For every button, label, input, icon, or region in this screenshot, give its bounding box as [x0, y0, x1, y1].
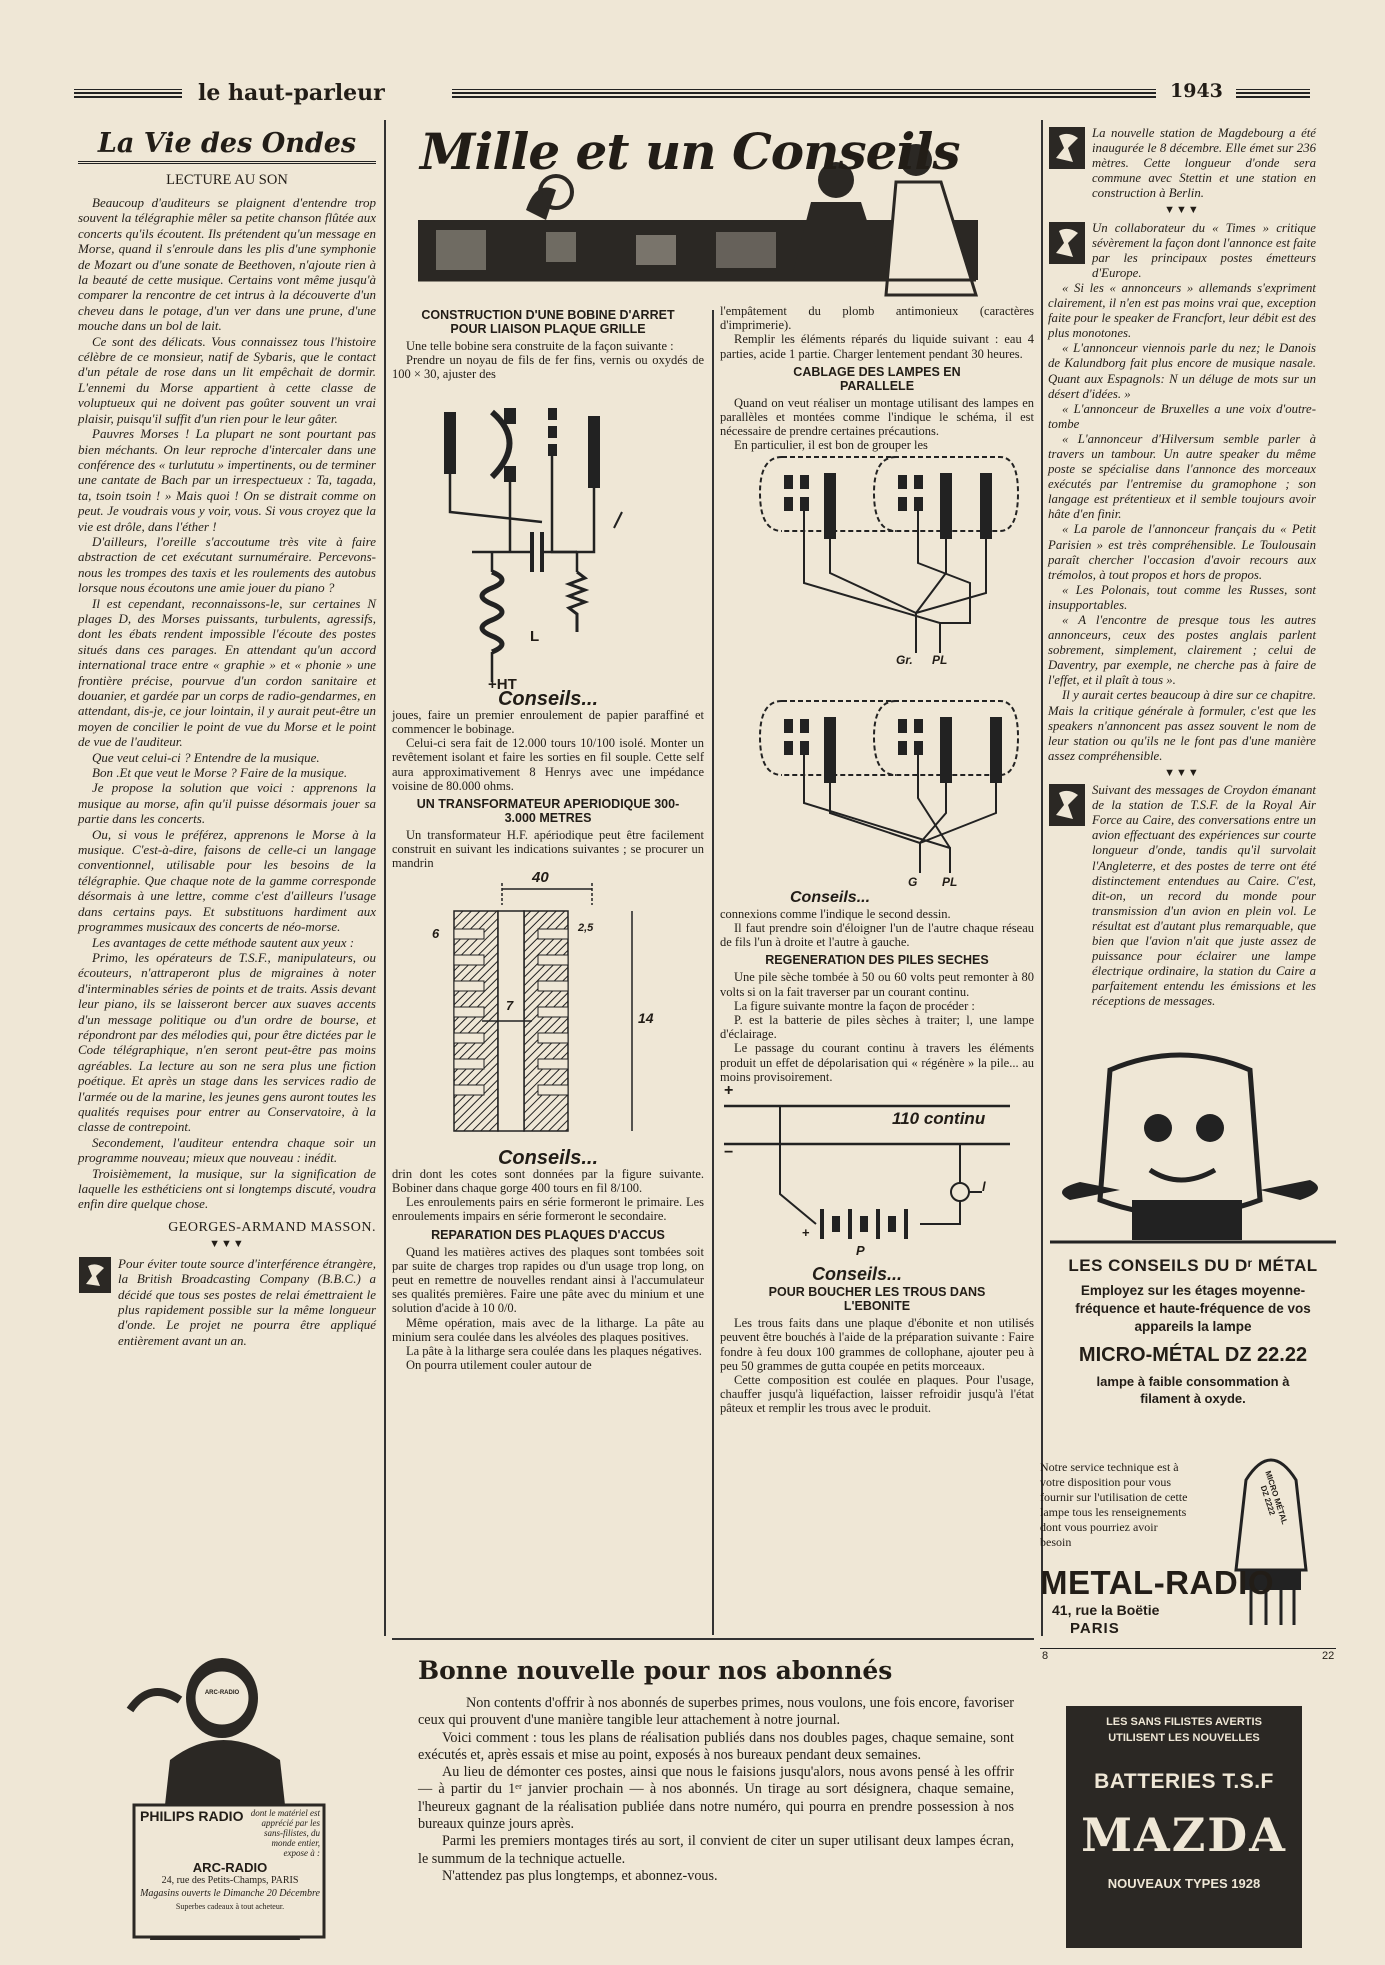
paragraph: Il faut prendre soin d'éloigner l'un de l'autre chaque réseau de fils l'un à droite et l'autre à gauche. — [720, 921, 1034, 950]
article-paragraph: Je propose la solution que voici : apprenons la musique au morse, afin qu'il puisse désormais jouer sa partie dans les concerts. — [78, 780, 376, 827]
right-column — [1048, 126, 1316, 1009]
loudspeaker-icon — [1048, 783, 1086, 827]
news-text: Pour éviter toute source d'interférence étrangère, la British Broadcasting Company (B.B.C.) a décidé que tous ses postes de relai émettraient le plus rapidement possible sur la même longueur d'onde. Le projet ne pourra être appliqué entièrement avant un an. — [118, 1255, 376, 1348]
quote-paragraph: « A l'encontre de presque tous les autres annonceurs, ceux des postes anglais parlent sobrement, simplement, clairement ; celui de Daventry, par exemple, ne cherche pas à faire de l'effet, et il plaît à tous ». — [1048, 613, 1316, 688]
loudspeaker-icon — [1048, 126, 1086, 170]
article-paragraph: Secondement, l'auditeur entendra chaque soir un programme nouveau; mieux que nouveau : inédit. — [78, 1134, 376, 1166]
quote-paragraph: « La parole de l'annonceur français du « Petit Parisien » est très compréhensible. Le Toulousain paraît chercher l'occasion d'avoir recours aux trémolos, à tout propos et hors de propos. — [1048, 522, 1316, 582]
ad-brand: PHILIPS RADIO — [140, 1808, 244, 1824]
ad-text: UTILISENT LES NOUVELLES — [1108, 1732, 1260, 1744]
ad-text: lampe à faible consommation à filament à oxyde. — [1096, 1374, 1290, 1406]
column-rule — [712, 310, 714, 1635]
section-title-vie-des-ondes: La Vie des Ondes — [78, 128, 376, 164]
article-paragraph: Les avantages de cette méthode sautent aux yeux : — [92, 934, 355, 950]
paragraph: Quand les matières actives des plaques sont tombées soit par suite de charges trop rapides ou d'un usage trop long, on peut en remettre de nouvelles rendant ainsi à l'accumulateur ses qualités premières. Faire une pâte avec du minium et une solution d'acide à 10 0/0. — [392, 1244, 704, 1316]
parallel-tubes-diagram — [720, 453, 1034, 893]
article-paragraph: Que veut celui-ci ? Entendre de la musique. — [92, 749, 320, 765]
article-paragraph: Bon .Et que veut le Morse ? Faire de la musique. — [92, 765, 348, 781]
header-rule-left — [74, 89, 182, 98]
ad-gift: Superbes cadeaux à tout acheteur. — [175, 1902, 285, 1911]
regeneration-circuit-diagram — [720, 1084, 1034, 1269]
quote-paragraph: « L'annonceur de Bruxelles a une voix d'outre-tombe — [1048, 401, 1316, 431]
section-heading: POUR BOUCHER LES TROUS DANS L'EBONITE — [768, 1285, 986, 1314]
diagram-label: − — [724, 1144, 734, 1162]
ad-brand: METAL-RADIO — [1040, 1564, 1275, 1601]
paragraph: Même opération, mais avec de la litharge. La pâte au minium sera coulée dans les alvéoles des plaques positives. — [392, 1315, 704, 1344]
ornament: ▼▼▼ — [1164, 204, 1200, 217]
column-conseils-2 — [720, 304, 1034, 1416]
header-rule-right — [1236, 89, 1310, 98]
news-text: Suivant des messages de Croydon émanant de la station de T.S.F. de la Royal Air Force au Caire, des conversations entre un avion effectuant des expériences sur courte longueur d'onde, tandis qu'il survolait l'Angleterre, et des postes de terre ont été distinctement entendues au Caire. C'est, dit-on, un record du monde pour transmission d'un avion en plein vol. Le résultat est d'autant plus remarquable, que bien que l'avion n'ait que juste assez de puissance pour éclairer une lampe électrique ordinaire, la station du Caire a parfaitement entendu les émissions et les réceptions de messages. — [1092, 783, 1316, 1009]
news-item-times — [1048, 221, 1316, 281]
article-body — [418, 1695, 1014, 1885]
diagram-label: PL — [942, 874, 958, 889]
quote-paragraph: « Les Polonais, tout comme les Russes, sont insupportables. — [1048, 582, 1316, 612]
ad-batteries-mazda — [1066, 1706, 1302, 1948]
ad-brand: MAZDA — [1081, 1808, 1287, 1862]
dimension-label: 7 — [506, 997, 514, 1013]
tube-mascot-illustration — [1040, 1050, 1346, 1250]
banner-mille-et-un-conseils — [416, 120, 1000, 300]
paragraph: En particulier, il est bon de grouper les — [734, 438, 928, 453]
article-paragraph: Beaucoup d'auditeurs se plaignent d'entendre trop souvent la télégraphie mêler sa petite chanson flûtée aux concerts qu'ils écoutent. Ils prétendent qu'un message en Morse, quand il s'enroule dans les plis d'une symphonie de Mozart ou d'une sonate de Beethoven, n'ajoute rien à la beauté de cette musique. Certains vont même jusqu'à comparer la rencontre de cet intrus à la découverte d'un cheveu dans le potage, d'un ver dans une prune, d'une mouche dans un bol de lait. — [78, 195, 376, 334]
section-heading: CONSTRUCTION D'UNE BOBINE D'ARRET POUR LIAISON PLAQUE GRILLE — [421, 308, 675, 336]
paragraph: Quand on veut réaliser un montage utilisant des lampes en parallèles et montées comme l'indique le schéma, il est nécessaire de prendre certaines précautions. — [720, 395, 1034, 439]
paragraph: Prendre un noyau de fils de fer fins, vernis ou oxydés de 100 × 30, ajuster des — [392, 353, 704, 382]
dimension-label: 40 — [532, 868, 549, 886]
masthead-year: 1943 — [1170, 80, 1223, 102]
ad-model: MICRO-MÉTAL DZ 22.22 — [1078, 1344, 1308, 1366]
left-column — [78, 128, 376, 1348]
paragraph: N'attendez pas plus longtemps, et abonnez-vous. — [442, 1867, 718, 1884]
paragraph: Cette composition est coulée en plaques. Pour l'usage, chauffer jusqu'à liquéfaction, laisser refroidir jusqu'à l'état pâteux et remplir les trous avec le produit. — [720, 1373, 1034, 1416]
paragraph: On pourra utilement couler autour de — [406, 1358, 592, 1373]
section-heading: CABLAGE DES LAMPES EN PARALLELE — [793, 364, 961, 393]
article-paragraph: Ce sont des délicats. Vous connaissez tous l'histoire célèbre de ce monsieur, natif de Sybaris, que le contact d'un pétale de rose dans un lit empêchait de dormir. L'ennemi du Morse appartient à cette classe de voluptueux qui ne doivent pas goûter souvent un vrai plaisir, puisqu'il suffit d'un rien pour le leur gâter. — [78, 333, 376, 426]
ad-title: LES CONSEILS DU Dʳ MÉTAL — [1068, 1256, 1318, 1275]
article-signature: GEORGES-ARMAND MASSON. — [168, 1219, 376, 1235]
tube-label: MICRO MÉTAL DZ 2222 — [1258, 1469, 1290, 1526]
paragraph: La pâte à la litharge sera coulée dans les plaques négatives. — [406, 1344, 702, 1359]
paragraph: Un transformateur H.F. apériodique peut être facilement construit en suivant les indications suivantes ; se procurer un mandrin — [392, 828, 704, 871]
paragraph: drin dont les cotes sont données par la figure suivante. Bobiner dans chaque gorge 400 tours en fil 8/100. — [392, 1166, 704, 1196]
paragraph: Les enroulements pairs en série formeront le primaire. Les enroulements impairs en série formeront le secondaire. — [392, 1195, 704, 1224]
dimension-label: 2,5 — [578, 921, 594, 934]
figure-caption: Conseils... — [812, 1264, 903, 1285]
ad-number: 22 — [1322, 1650, 1335, 1662]
paragraph: Voici comment : tous les plans de réalisation publiés dans nos doubles pages, chaque semaine, sont exécutés et, après essais et mise au point, exposés à nos bureaux pendant deux semaines. — [418, 1729, 1014, 1763]
paragraph: Une telle bobine sera construite de la façon suivante : — [406, 339, 674, 353]
ad-text-block — [1040, 1256, 1346, 1407]
ad-city: PARIS — [1070, 1620, 1120, 1637]
paragraph: Remplir les éléments réparés du liquide suivant : eau 4 parties, acide 1 partie. Charger lentement pendant 30 heures. — [720, 332, 1034, 361]
ornament: ▼▼▼ — [209, 1237, 245, 1250]
diagram-label: + — [802, 1225, 810, 1241]
loudspeaker-icon — [1048, 221, 1086, 265]
diagram-label: 110 continu — [892, 1109, 986, 1129]
article-paragraph: Ou, si vous le préférez, apprenons le Morse à la musique. C'est-à-dire, faisons de celle-ci un langage conventionnel, utilisable pour les besoins de la télégraphie. Que chaque note de la gamme corresponde désormais à une lettre, comme c'est d'ailleurs l'usage dans certains pays. Et substituons hardiment aux programmes musicaux des concerts de néo-morse. — [78, 826, 376, 935]
dimension-label: 14 — [638, 1009, 654, 1026]
quote-paragraph: « L'annonceur viennois parle du nez; le Danois de Kalundborg fait plus encore de musique nasale. Quant aux Espagnols: N un déluge de mots sur un désert d'idées. » — [1048, 341, 1316, 401]
ornament: ▼▼▼ — [1164, 766, 1200, 779]
ad-shop: ARC-RADIO — [192, 1860, 268, 1875]
paragraph: La figure suivante montre la façon de procéder : — [734, 998, 975, 1013]
ad-text: Notre service technique est à votre disposition pour vous fournir sur l'utilisation de cette lampe tous les renseignements dont vous pourriez avoir besoin — [1040, 1460, 1188, 1549]
section-heading: UN TRANSFORMATEUR APERIODIQUE 300-3.000 METRES — [416, 797, 680, 826]
section-rule — [392, 1638, 1034, 1640]
ad-headline: BATTERIES T.S.F — [1094, 1770, 1274, 1793]
ad-text-block — [140, 1808, 320, 1911]
diagram-label: + — [724, 1082, 734, 1100]
paragraph: Celui-ci sera fait de 12.000 tours 10/100 isolé. Monter un revêtement isolant et faire les sorties en fil souple. Cette self aura approximativement 8 Henrys avec une impédance voisine de 80.000 ohms. — [392, 736, 704, 793]
figure-transformer-mandrel — [392, 868, 704, 1151]
ad-text: NOUVEAUX TYPES 1928 — [1107, 1876, 1261, 1891]
article-paragraph: Il est cependant, reconnaissons-le, sur certaines N plages D, des Morses puissants, turbulents, agressifs, dont les ébats rendent impossible l'écoute des postes situés dans ces parages. En attendant qu'un accord international trace entre « graphie » et « phonie » une frontière précise, pourvue d'un cordon sanitaire et douanier, et gardée par un corps de radio-gendarmes, en attendant, dis-je, ce jour lointain, il y aurait peut-être un moyen de concilier le point de vue du Morse et le point de vue de l'auditeur. — [78, 595, 376, 750]
banner-title: Mille et un Conseils — [420, 122, 960, 181]
paragraph: Non contents d'offrir à nos abonnés de superbes primes, nous voulons, une fois encore, favoriser ceux qui prouvent d'une manière tangible leur attachement à notre journal. — [418, 1695, 1014, 1729]
paragraph: Une pile sèche tombée à 50 ou 60 volts peut remonter à 80 volts si on la fait traverser par un courant continu. — [720, 970, 1034, 999]
paragraph: connexions comme l'indique le second dessin. — [720, 906, 951, 921]
article-title: Bonne nouvelle pour nos abonnés — [418, 1656, 893, 1685]
news-item-bbc — [78, 1256, 376, 1348]
article-subtitle: LECTURE AU SON — [166, 172, 288, 188]
quote-paragraph: Il y aurait certes beaucoup à dire sur ce chapitre. Mais la critique générale à formuler, c'est que les speakers n'annoncent pas assez souvent le nom de leur station ou qu'ils ne le font pas d'une manière assez compréhensible. — [1048, 688, 1316, 763]
ad-badge: ARC-RADIO — [204, 1690, 240, 1696]
ad-metal-radio — [1040, 1050, 1346, 1666]
diagram-label: P — [856, 1243, 865, 1259]
quote-paragraph: « Si les « annonceurs » allemands s'expriment clairement, il n'en est pas moins vrai que, exception faite pour le speaker de Francfort, leur débit est des plus monotones. — [1048, 280, 1316, 341]
figure-dry-cell-regeneration — [720, 1084, 1034, 1269]
figure-caption: Conseils... — [497, 1146, 599, 1169]
mandrel-diagram — [392, 868, 704, 1151]
ad-side-text: dont le matériel est apprécié par les sans-filistes, du monde entier, expose à : — [250, 1808, 320, 1858]
ad-address: 41, rue la Boëtie — [1052, 1602, 1160, 1618]
section-heading: REGENERATION DES PILES SECHES — [765, 953, 989, 968]
article-bonne-nouvelle — [418, 1656, 1014, 1885]
section-heading: REPARATION DES PLAQUES D'ACCUS — [431, 1227, 665, 1242]
dimension-label: 6 — [432, 925, 440, 941]
ad-text: Employez sur les étages moyenne-fréquence et haute-fréquence de vos appareils la lampe — [1075, 1283, 1311, 1334]
masthead-title: le haut-parleur — [198, 80, 385, 106]
figure-caption: Conseils... — [790, 888, 871, 906]
paragraph: l'empâtement du plomb antimonieux (caractères d'imprimerie). — [720, 304, 1034, 333]
figure-caption: Conseils... — [497, 687, 599, 710]
header-rule-center — [452, 89, 1156, 98]
diagram-label: Gr. — [896, 652, 913, 667]
paragraph: Le passage du courant continu à travers les éléments produit un effet de dépolarisation qui « régénère » la pile... au moins provisoirement. — [720, 1041, 1034, 1084]
choke-coil-diagram — [392, 382, 704, 694]
paragraph: Parmi les premiers montages tirés au sort, il convient de citer un super utilisant deux lampes écran, le summum de la technique actuelle. — [418, 1833, 1014, 1867]
diagram-label: PL — [932, 652, 948, 667]
ad-address: 24, rue des Petits-Champs, PARIS — [161, 1875, 299, 1886]
news-text: La nouvelle station de Magdebourg a été inaugurée le 8 décembre. Elle émet sur 236 mètres. Cette longueur d'onde sera commune avec Stettin et une station en construction à Berlin. — [1092, 126, 1316, 201]
column-rule — [384, 120, 386, 1636]
loudspeaker-icon — [78, 1256, 112, 1294]
paragraph: Les trous faits dans une plaque d'ébonite et non utilisés peuvent être bouchés à l'aide de la préparation suivante : Faire fondre à feu doux 100 grammes de collophane, ajouter peu à peu 50 grammes de gutta coupée en petits morceaux. — [720, 1316, 1034, 1373]
diagram-label: +HT — [488, 675, 517, 693]
diagram-label: l — [982, 1179, 986, 1195]
news-item-magdebourg — [1048, 126, 1316, 201]
figure-parallel-tubes — [720, 453, 1034, 893]
news-text: Un collaborateur du « Times » critique sévèrement la façon dont l'annonce est faite par les principaux postes émetteurs d'Europe. — [1092, 220, 1317, 280]
ad-footer-rule — [1040, 1648, 1336, 1649]
article-body — [78, 195, 376, 1212]
ad-text: LES SANS FILISTES AVERTIS — [1106, 1716, 1262, 1728]
figure-choke-coil — [392, 382, 704, 694]
article-paragraph: Pauvres Morses ! La plupart ne sont pourtant pas bien méchants. On leur reproche d'intercaler dans une conférence des « turlututu » impertinents, ou de terminer une cantate de Bach par un irrespectueux : Ta, tagada, ta, tsoin tsoin ! » Mais quoi ! On se distrait comme on peut. Je voudrais vous y voir, vous. Si vous croyez que la vie est drôle, dans l'éther ! — [78, 426, 376, 534]
ad-philips-radio — [110, 1650, 350, 1942]
paragraph: joues, faire un premier enroulement de papier paraffiné et commencer le bobinage. — [392, 707, 704, 737]
article-paragraph: D'ailleurs, l'oreille s'accoutume très vite à faire abstraction de cet exécutant surnuméraire. Percevons-nous les trompes des taxis et les roulements des autobus lorsque nous écoutons une amie jouer du piano ? — [78, 533, 376, 596]
quote-paragraph: « L'annonceur d'Hilversum semble parler à travers un tambour. Un autre speaker du même poste se spécialise dans l'annonce des morceaux exécutés par l'entremise du gramophone ; son langage est prétentieux et il semble toujours avoir hâte d'en finir. — [1048, 431, 1316, 522]
paragraph: Au lieu de démonter ces postes, ainsi que nous le faisions jusqu'alors, nous avons pensé à les offrir — à partir du 1ᵉʳ janvier prochain — à nos abonnés. Un tirage au sort désignera, chaque semaine, l'heureux gagnant de la réalisation publiée dans notre numéro, qui pourra en prendre possession à nos bureaux quinze jours après. — [418, 1764, 1014, 1833]
ad-opening: Magasins ouverts le Dimanche 20 Décembre — [140, 1888, 320, 1899]
news-item-croydon — [1048, 783, 1316, 1009]
article-paragraph: Primo, les opérateurs de T.S.F., manipulateurs, ou écouteurs, n'attraperont plus de migraines à noter d'interminables séries de points et de traits. Assis devant leur piano, ils se laisseront bercer aux suaves accents d'un message politique ou d'un ordre de bourse, et répondront par des mélodies qui, pour être dictées par le Code télégraphique, n'en seront peut-être pas moins agréables. La lecture au son ne sera plus une fiction poétique. Et après un stage dans les services radio de l'armée ou de la marine, les jeunes gens auront toutes les qualités requises pour entrer au Conservatoire, à la classe de contrepoint. — [78, 949, 377, 1135]
ad-number: 8 — [1042, 1650, 1049, 1662]
column-conseils-1 — [392, 304, 704, 1372]
diagram-label: L — [530, 627, 540, 645]
diagram-label: G — [908, 874, 918, 889]
paragraph: P. est la batterie de piles sèches à traiter; l, une lampe d'éclairage. — [720, 1013, 1034, 1042]
article-paragraph: Troisièmement, la musique, sur la signification de laquelle les esthéticiens ont si longtemps discuté, voudra enfin dire quelque chose. — [78, 1165, 376, 1212]
